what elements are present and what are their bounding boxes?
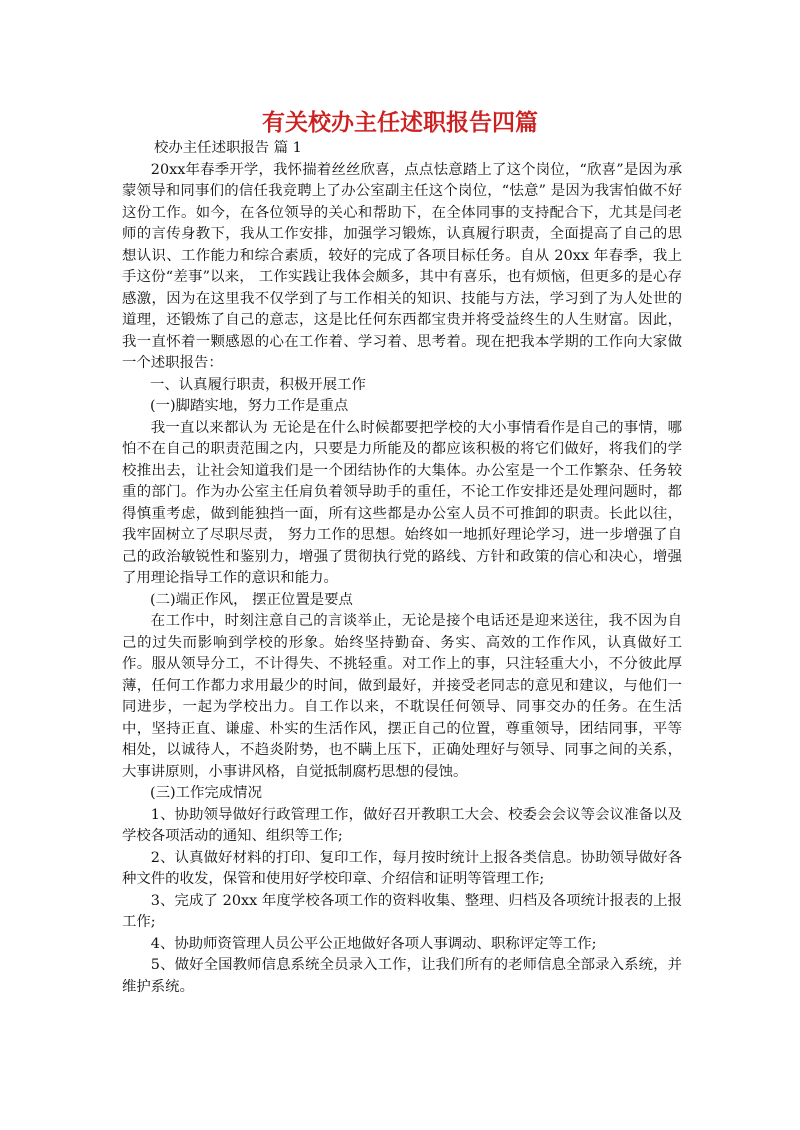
item-5: 5、做好全国教师信息系统全员录入工作，让我们所有的老师信息全部录入系统，并维护系统。: [122, 957, 682, 995]
item-2: 2、认真做好材料的打印、复印工作，每月按时统计上报各类信息。协助领导做好各种文件的收发，保管和使用好学校印章、介绍信和证明等管理工作;: [122, 849, 682, 887]
document-body: [122, 138, 682, 998]
subsection-heading-3: (三)工作完成情况: [150, 785, 262, 801]
item-1: 1、协助领导做好行政管理工作，做好召开教职工大会、校委会会议等会议准备以及学校各项活动的通知、组织等工作;: [122, 806, 682, 844]
intro-paragraph: 20xx年春季开学，我怀揣着丝丝欣喜，点点怯意踏上了这个岗位，“欣喜”是因为承蒙领导和同事们的信任我竞聘上了办公室副主任这个岗位，“怯意” 是因为我害怕做不好这份工作。如今，在各位领导的关心和帮助下，在全体同事的支持配合下，尤其是闫老师的言传身教下，我从工作安排，加强学习锻炼，认真履行职责，全面提高了自己的思想认识、工作能力和综合素质，较好的完成了各项目标任务。自从 20xx 年春季，我上手这份“差事”以来， 工作实践让我体会颇多，其中有喜乐，也有烦恼，但更多的是心存感激，因为在这里我不仅学到了与工作相关的知识、技能与方法，学习到了为人处世的道理，还锻炼了自己的意志，这是比任何东西都宝贵并将受益终生的人生财富。因此，我一直怀着一颗感恩的心在工作着、学习着、思考着。现在把我本学期的工作向大家做一个述职报告：: [122, 161, 682, 371]
report-subtitle: 校办主任述职报告 篇 1: [154, 140, 302, 156]
subsection-heading-1: (一)脚踏实地，努力工作是重点: [150, 398, 349, 414]
item-4: 4、协助师资管理人员公平公正地做好各项人事调动、职称评定等工作;: [150, 935, 597, 952]
paragraph-style: 在工作中，时刻注意自己的言谈举止，无论是接个电话还是迎来送往，我不因为自己的过失而影响到学校的形象。始终坚持勤奋、务实、高效的工作作风，认真做好工作。服从领导分工，不计得失、不挑轻重。对工作上的事，只注轻重大小，不分彼此厚薄，任何工作都力求用最少的时间，做到最好，并接受老同志的意见和建议，与他们一同进步，一起为学校出力。自工作以来，不耽误任何领导、同事交办的任务。在生活中，坚持正直、谦虚、朴实的生活作风，摆正自己的位置，尊重领导，团结同事，平等相处，以诚待人，不趋炎附势，也不瞒上压下，正确处理好与领导、同事之间的关系，大事讲原则，小事讲风格，自觉抵制腐朽思想的侵蚀。: [122, 613, 682, 780]
paragraph-duty: 我一直以来都认为 无论是在什么时候都要把学校的大小事情看作是自己的事情，哪怕不在自己的职责范围之内，只要是力所能及的都应该积极的将它们做好，将我们的学校推出去，让社会知道我们是一个团结协作的大集体。办公室是一个工作繁杂、任务较重的部门。作为办公室主任肩负着领导助手的重任，不论工作安排还是处理问题时，都得慎重考虑，做到能独挡一面，所有这些都是办公室人员不可推卸的职责。长此以往，我牢固树立了尽职尽责， 努力工作的思想。始终如一地抓好理论学习，进一步增强了自己的政治敏锐性和鉴别力，增强了贯彻执行党的路线、方针和政策的信心和决心，增强了用理论指导工作的意识和能力。: [122, 419, 682, 586]
item-3: 3、完成了 20xx 年度学校各项工作的资料收集、整理、归档及各项统计报表的上报工作;: [122, 892, 682, 930]
subsection-heading-2: (二)端正作风， 摆正位置是要点: [150, 591, 353, 608]
report-blocks: [122, 160, 682, 999]
document-title: 有关校办主任述职报告四篇: [262, 109, 538, 136]
section-heading-1: 一、认真履行职责，积极开展工作: [150, 376, 366, 393]
